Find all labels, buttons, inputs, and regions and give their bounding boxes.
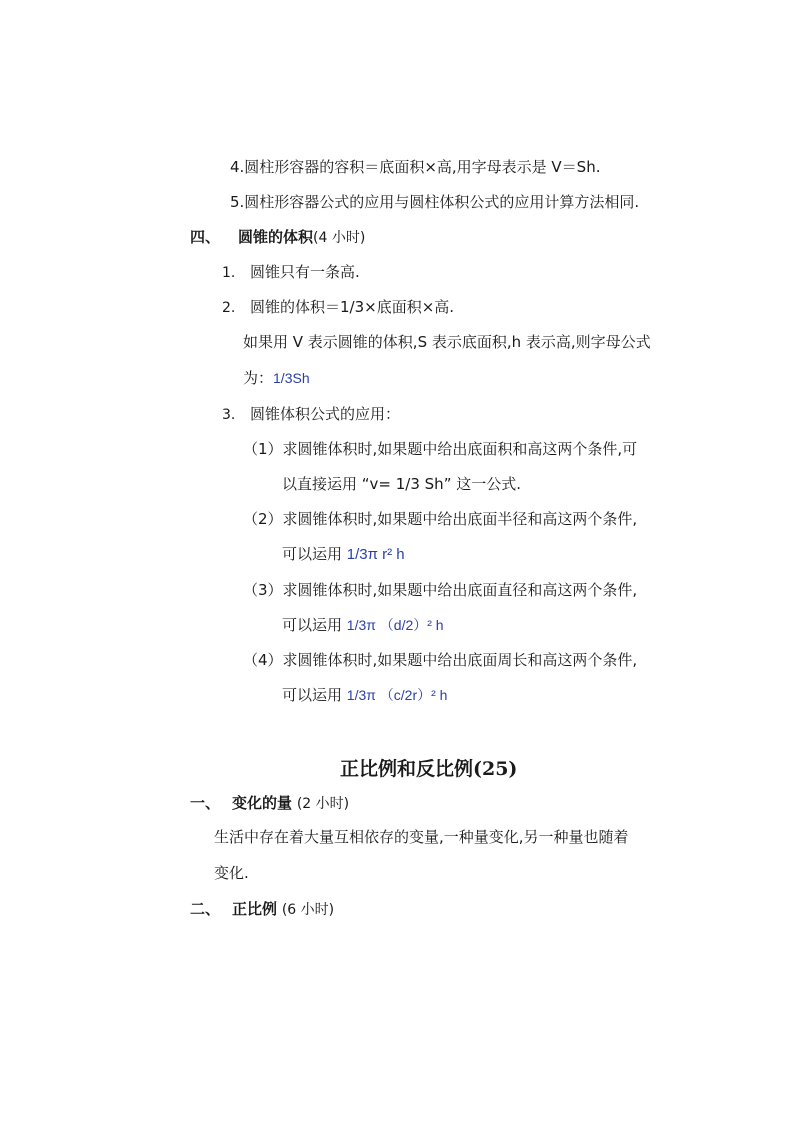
list-item-2: 圆锥的体积＝1/3×底面积×高. (250, 298, 455, 316)
formula-diameter: 1/3π （d/2）² h (346, 617, 444, 633)
item-5-cylinder-application: 5.圆柱形容器公式的应用与圆柱体积公式的应用计算方法相同. (230, 193, 640, 211)
list-item-3: 圆锥体积公式的应用： (250, 405, 401, 423)
case-4-line-b: 可以运用 1/3π （c/2r）² h (282, 686, 448, 704)
case-4-line-a: （4）求圆锥体积时,如果题中给出底面周长和高这两个条件, (243, 651, 638, 669)
section-number: 二、 (190, 900, 221, 918)
item-4-cylinder-volume: 4.圆柱形容器的容积＝底面积×高,用字母表示是 V＝Sh. (230, 158, 601, 176)
section-title: 变化的量 (232, 794, 293, 812)
list-item-2-formula-line: 为：1/3Sh (243, 369, 310, 387)
chapter-title: 正比例和反比例(25) (340, 758, 518, 780)
case-3-line-a: （3）求圆锥体积时,如果题中给出底面直径和高这两个条件, (243, 581, 638, 599)
section-2-heading (190, 899, 334, 920)
section-4-heading (190, 227, 365, 248)
list-number: 1. (222, 265, 236, 281)
section-title: 正比例 (232, 900, 278, 918)
case-1-line-b: 以直接运用 “v= 1/3 Sh” 这一公式. (282, 475, 521, 493)
section-hours: (4 小时) (313, 230, 366, 246)
section-number: 四、 (190, 228, 221, 246)
section-hours: (6 小时) (281, 902, 335, 918)
cone-formula: 1/3Sh (273, 370, 310, 386)
case-2-line-a: （2）求圆锥体积时,如果题中给出底面半径和高这两个条件, (243, 510, 638, 528)
section-1-body-line-a: 生活中存在着大量互相依存的变量,一种量变化,另一种量也随着 (214, 828, 629, 846)
section-1-heading (190, 793, 349, 814)
case-3-line-b: 可以运用 1/3π （d/2）² h (282, 616, 444, 634)
section-1-body-line-b: 变化. (214, 864, 249, 882)
list-number: 2. (222, 300, 236, 316)
section-title: 圆锥的体积 (238, 228, 314, 246)
list-item-2-continuation: 如果用 V 表示圆锥的体积,S 表示底面积,h 表示高,则字母公式 (243, 333, 651, 351)
list-item-1: 圆锥只有一条高. (250, 263, 360, 281)
list-number: 3. (222, 407, 236, 423)
case-1-line-a: （1）求圆锥体积时,如果题中给出底面积和高这两个条件,可 (243, 440, 638, 458)
section-number: 一、 (190, 794, 221, 812)
formula-circumference: 1/3π （c/2r）² h (346, 687, 448, 703)
section-hours: (2 小时) (296, 796, 350, 812)
case-2-line-b: 可以运用 1/3π r² h (282, 545, 405, 563)
formula-radius: 1/3π r² h (346, 546, 405, 563)
